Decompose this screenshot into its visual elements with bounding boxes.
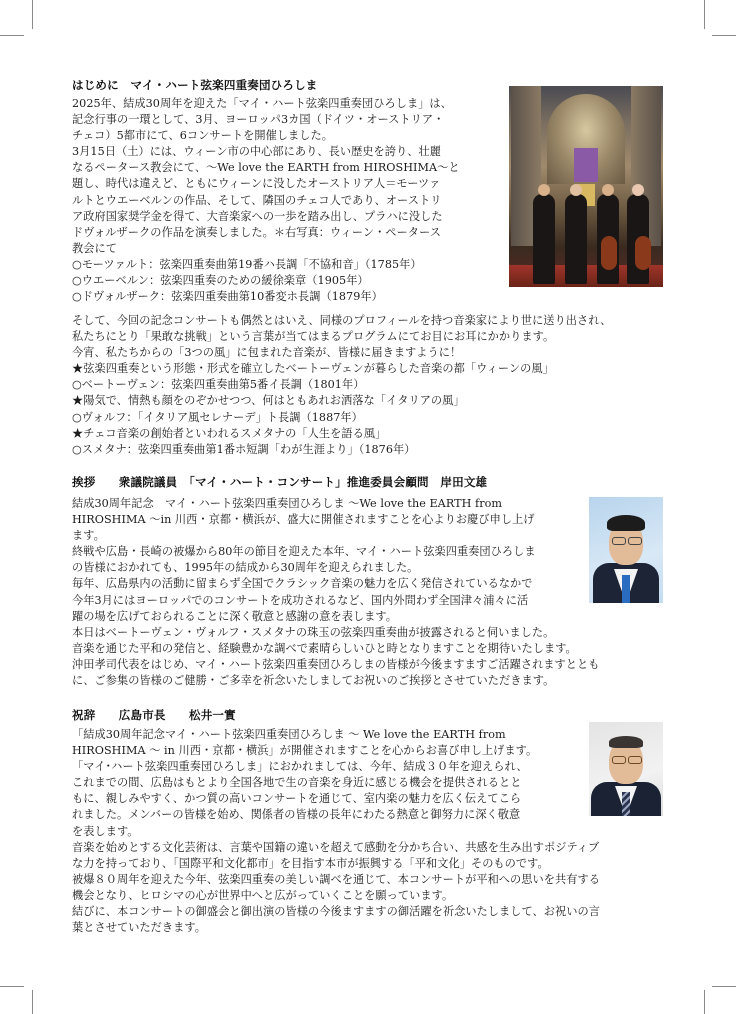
intro-heading: はじめに マイ・ハート弦楽四重奏団ひろしま xyxy=(72,78,318,92)
greeting-paragraph xyxy=(72,496,672,689)
text-line: に、ご参集の皆様のご健勝・ご多幸を祈念いたしましてお祝いのご挨拶とさせていただきます。 xyxy=(72,674,555,688)
program-item: ○ドヴォルザーク：弦楽四重奏曲第10番変ホ長調（1879年） xyxy=(72,290,383,304)
program-item: ○ヴォルフ：「イタリア風セレナーデ」ト長調（1887年） xyxy=(72,410,363,424)
program-item: ○ベートーヴェン：弦楽四重奏曲第5番イ長調（1801年） xyxy=(72,378,365,392)
text-line: そして、今回の記念コンサートも偶然とはいえ、同様のプロフィールを持つ音楽家により世に送り出され、 xyxy=(72,314,612,327)
text-line: 今宵、私たちからの「3つの風」に包まれた音楽が、皆様に届きますように！ xyxy=(72,346,462,360)
crop-mark-bottom-left-vertical xyxy=(32,990,33,1014)
program-item: ○ウエーベルン：弦楽四重奏のための緩徐楽章（1905年） xyxy=(72,274,369,288)
crop-mark-bottom-right-vertical xyxy=(704,990,705,1014)
text-line: ます。 xyxy=(72,529,105,543)
matsui-portrait xyxy=(589,722,663,816)
program-theme: ★陽気で、情熱も顔をのぞかせつつ、何はともあれお洒落な「イタリアの風」 xyxy=(72,394,465,408)
greeting-heading: 挨拶 衆議院議員 「マイ・ハート・コンサート」推進委員会顧問 岸田文雄 xyxy=(72,475,488,489)
text-line: 音楽を通じた平和の発信と、経験豊かな調べで素晴らしいひと時となりますことを期待いたします。 xyxy=(72,641,577,655)
text-line: の皆様におかれても、1995年の結成から30周年を迎えられました。 xyxy=(72,561,419,575)
text-line: これまでの間、広島はもとより全国各地で生の音楽を身近に感じる機会を提供されるとと xyxy=(72,776,522,790)
text-line: もに、親しみやすく、かつ質の高いコンサートを通じて、室内楽の魅力を広く伝えてこら xyxy=(72,792,522,806)
portrait-hair xyxy=(609,736,643,748)
text-line: 「結成30周年記念マイ・ハート弦楽四重奏団ひろしま ～ We love the EARTH from xyxy=(72,728,506,741)
text-line: 沖田孝司代表をはじめ、マイ・ハート弦楽四重奏団ひろしまの皆様が今後ますますご活躍されますととも xyxy=(72,657,600,671)
program-theme: ★チェコ音楽の創始者といわれるスメタナの「人生を語る風」 xyxy=(72,426,387,440)
text-line: 2025年、結成30周年を迎えた「マイ・ハート弦楽四重奏団ひろしま」は、 xyxy=(72,97,452,110)
text-line: 今年3月にはヨーロッパでのコンサートを成功されるなど、国内外問わず全国津々浦々に活 xyxy=(72,593,529,607)
photo-purple-curtain xyxy=(574,148,598,182)
text-line: チェコ）5都市にて、6コンサートを開催しました。 xyxy=(72,129,334,143)
portrait-glasses xyxy=(628,756,642,764)
kishida-portrait xyxy=(589,497,663,603)
crop-mark-top-left-horizontal xyxy=(0,35,24,36)
text-line: 私たちにとり「果敢な挑戦」という言葉が当てはまるプログラムにてお目にお耳にかかります。 xyxy=(72,330,555,344)
cello-shape xyxy=(635,236,651,270)
text-line: 教会にて xyxy=(72,241,117,255)
portrait-glasses xyxy=(612,756,626,764)
text-line: ルトとウエーベルンの作品、そして、隣国のチェコ人であり、オーストリ xyxy=(72,193,442,207)
text-line: 終戦や広島・長崎の被爆から80年の節目を迎えた本年、マイ・ハート弦楽四重奏団ひろしま xyxy=(72,545,536,559)
text-line: 被爆８０周年を迎えた今年、弦楽四重奏の美しい調べを通じて、本コンサートが平和への思いを共有する xyxy=(72,872,600,886)
program-item: ○スメタナ：弦楽四重奏曲第1番ホ短調「わが生涯より」（1876年） xyxy=(72,442,416,456)
portrait-hair xyxy=(607,515,645,531)
portrait-glasses xyxy=(612,537,626,545)
program-theme: ★弦楽四重奏という形態・形式を確立したベートーヴェンが暮らした音楽の都「ウィーンの風」 xyxy=(72,362,554,376)
portrait-glasses xyxy=(628,537,642,545)
cello-shape xyxy=(601,236,617,270)
text-line: HIROSHIMA ～in 川西・京都・横浜が、盛大に開催されますことを心よりお慶び申し上げ xyxy=(72,513,535,527)
text-line: 記念行事の一環として、3月、ヨーロッパ3カ国（ドイツ・オーストリア・ xyxy=(72,113,445,127)
text-line: なるペータース教会にて、～We love the EARTH from HIROSHIMA～と xyxy=(72,161,460,175)
crop-mark-top-right-vertical xyxy=(704,0,705,29)
text-line: ドヴォルザークの作品を演奏しました。＊右写真：ウィーン・ペータース xyxy=(72,225,441,239)
text-line: HIROSHIMA ～ in 川西・京都・横浜」が開催されますことを心からお喜び申し上げます。 xyxy=(72,744,538,758)
portrait-tie xyxy=(622,792,630,816)
text-line: 本日はベートーヴェン・ヴォルフ・スメタナの珠玉の弦楽四重奏曲が披露されると伺いました。 xyxy=(72,625,555,639)
text-line: 結びに、本コンサートの御盛会と御出演の皆様の今後ますますの御活躍を祈念いたしまして、お祝いの言 xyxy=(72,905,600,919)
church-quartet-photo xyxy=(509,86,663,287)
text-line: 躍の場を広げておられることに深く敬意と感謝の意を表します。 xyxy=(72,609,397,623)
intro-paragraph xyxy=(72,96,502,305)
text-line: 結成30周年記念 マイ・ハート弦楽四重奏団ひろしま ～We love the EARTH from xyxy=(72,497,503,510)
congrats-heading: 祝辞 広島市長 松井一實 xyxy=(72,708,236,722)
text-line: 題し、時代は違えど、ともにウィーンに没したオーストリア人＝モーツァ xyxy=(72,177,441,191)
text-line: 葉とさせていただきます。 xyxy=(72,921,206,935)
program-item: ○モーツァルト：弦楽四重奏曲第19番ハ長調「不協和音」（1785年） xyxy=(72,257,422,271)
portrait-tie xyxy=(622,575,630,603)
text-line: 「マイ･ハート弦楽四重奏団ひろしま」におかれましては、今年、結成３０年を迎えられ、 xyxy=(72,760,528,774)
program-paragraph xyxy=(72,313,672,458)
congrats-paragraph xyxy=(72,727,672,936)
musician-figure xyxy=(565,194,587,284)
crop-mark-top-right-horizontal xyxy=(712,35,736,36)
text-line: を表します。 xyxy=(72,824,139,838)
crop-mark-top-left-vertical xyxy=(32,0,33,29)
text-line: 機会となり、ヒロシマの心が世界中へと広がっていくことを願っています。 xyxy=(72,888,454,902)
text-line: な力を持っており、「国際平和文化都市」を目指す本市が振興する「平和文化」そのものです。 xyxy=(72,856,549,870)
text-line: 3月15日（土）には、ウィーン市の中心部にあり、長い歴史を誇り、壮麗 xyxy=(72,145,441,159)
text-line: 音楽を始めとする文化芸術は、言葉や国籍の違いを超えて感動を分かち合い、共感を生み出すポジティブ xyxy=(72,840,600,854)
text-line: 毎年、広島県内の活動に留まらず全国でクラシック音楽の魅力を広く発信されているなかで xyxy=(72,577,533,591)
crop-mark-bottom-right-horizontal xyxy=(712,986,736,987)
musician-figure xyxy=(533,194,555,284)
text-line: ア政府国家奨学金を得て、大音楽家への一歩を踏み出し、プラハに没した xyxy=(72,209,443,223)
text-line: れました。メンバーの皆様を始め、関係者の皆様の長年にわたる熱意と御努力に深く敬意 xyxy=(72,808,521,822)
crop-mark-bottom-left-horizontal xyxy=(0,986,24,987)
